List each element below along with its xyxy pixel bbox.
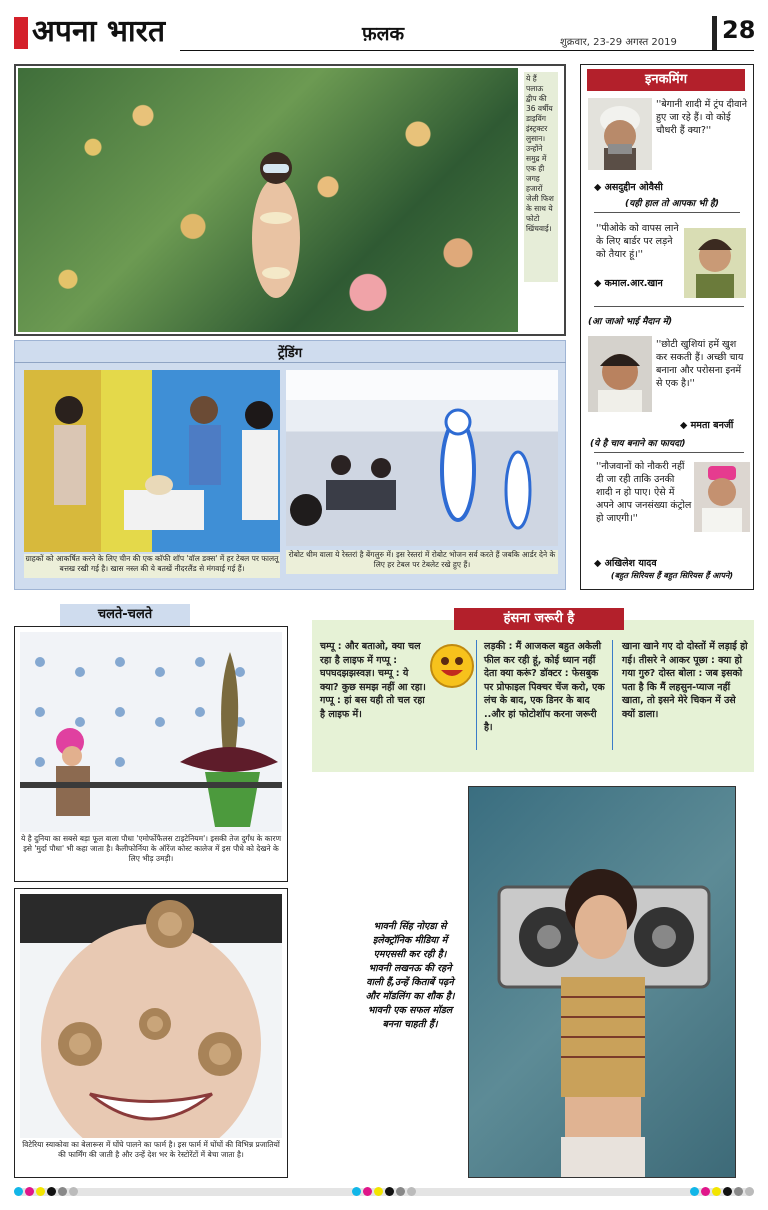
joke-divider-1 xyxy=(476,640,477,750)
kamaal-khan-photo xyxy=(684,228,746,298)
flower-scene xyxy=(20,632,282,832)
footer-dot xyxy=(745,1187,754,1196)
page-number-divider xyxy=(712,16,717,50)
hasna-title: हंसना जरूरी है xyxy=(454,608,624,630)
incoming-name-3-text: ममता बनर्जी xyxy=(690,420,734,431)
footer-dot xyxy=(407,1187,416,1196)
footer-dot xyxy=(690,1187,699,1196)
footer-dot xyxy=(374,1187,383,1196)
mamata-photo xyxy=(588,336,652,412)
incoming-quote-3: ''छोटी खुशियां हमें खुश कर सकती हैं। अच्छी चाय बनाना और परोसना इनमें से एक है।'' xyxy=(656,339,744,389)
chalte-title-bar: चलते-चलते xyxy=(60,604,190,626)
footer-dot xyxy=(723,1187,732,1196)
footer-dot xyxy=(701,1187,710,1196)
laughing-emoji-icon xyxy=(430,644,474,688)
robot-restaurant-photo xyxy=(286,370,558,546)
incoming-divider-1 xyxy=(594,212,740,213)
owaisi-photo xyxy=(588,98,652,170)
masthead xyxy=(0,0,768,58)
footer-bar xyxy=(14,1188,754,1196)
incoming-comment-2: (आ जाओ भाई मैदान में) xyxy=(588,317,673,327)
logo-text: अपना भारत xyxy=(32,14,166,49)
jellyfish-photo xyxy=(18,68,518,332)
incoming-name-1: ◆ असदुद्दीन ओवैसी xyxy=(594,182,663,193)
joke-3: खाना खाने गए दो दोस्तों में लड़ाई हो गई। तीसरे ने आकर पूछा : क्या हो गया गुरु? दोस्त बोला : जब इसको पता है कि मैं लहसुन-प्याज नहीं खाता, तो इसने मेरे चिकन में उसे क्यों डाला। xyxy=(622,641,748,720)
incoming-name-2: ◆ कमाल.आर.खान xyxy=(594,278,663,289)
issue-date: शुक्रवार, 23-29 अगस्त 2019 xyxy=(560,37,677,48)
footer-dot xyxy=(352,1187,361,1196)
logo-red-bar xyxy=(14,17,28,49)
incoming-quote-2: ''पीओके को वापस लाने के लिए बार्डर पर लड़ने को तैयार हूं।'' xyxy=(596,223,679,260)
top-photo-caption: ये हैं पलाऊ द्वीप की 36 वर्षीय डाइविंग इंस्ट्रक्टर लुसान। उन्होंने समुद्र में एक ही जगह हजारों जेली फिश के साथ ये फोटो खिंचवाई। xyxy=(524,72,558,282)
robot-scene xyxy=(286,370,558,546)
incoming-comment-1: (यही हाल तो आपका भी है) xyxy=(625,199,719,209)
incoming-quote-1: ''बेगानी शादी में ट्रंप दीवाने हुए जा रहे हैं। वो कोई चौधरी हैं क्या?'' xyxy=(656,99,748,136)
incoming-name-2-text: कमाल.आर.खान xyxy=(604,278,663,289)
incoming-quote-4: ''नौजवानों को नौकरी नहीं दी जा रही ताकि उनकी शादी न हो पाए। ऐसे में अपने आप जनसंख्या कंट्रोल हो जाएगी।'' xyxy=(596,461,692,524)
model-text: भावनी सिंह नोएडा से इलेक्ट्रॉनिक मीडिया में एमएससी कर रही है। भावनी लखनऊ की रहने वाली हैं,उन्हें किताबें पढ़ने और मॉडलिंग का शौक है। भावनी एक सफल मॉडल बनना चाहती हैं। xyxy=(365,921,455,1030)
incoming-title: इनकमिंग xyxy=(587,69,745,91)
incoming-name-1-text: असदुद्दीन ओवैसी xyxy=(604,182,663,193)
footer-dot xyxy=(47,1187,56,1196)
diver-figure xyxy=(18,68,518,332)
cafe-people xyxy=(24,370,280,552)
footer-dot xyxy=(396,1187,405,1196)
footer-dot xyxy=(25,1187,34,1196)
footer-dot xyxy=(734,1187,743,1196)
duck-cafe-photo xyxy=(24,370,280,552)
section-name: फ़लक xyxy=(362,23,405,45)
corpse-flower-photo xyxy=(20,632,282,832)
incoming-comment-3: (ये है चाय बनाने का फायदा) xyxy=(590,439,686,449)
model-scene xyxy=(469,787,736,1178)
incoming-comment-4: (बहुत सिरियस हैं बहुत सिरियस हैं आपने) xyxy=(610,571,734,580)
incoming-name-4-text: अखिलेश यादव xyxy=(604,558,657,569)
incoming-divider-2 xyxy=(594,306,744,307)
footer-dot xyxy=(58,1187,67,1196)
joke-divider-2 xyxy=(612,640,613,750)
joke-2: लड़की : मैं आजकल बहुत अकेली फील कर रही हूं, कोई ध्यान नहीं देता क्या करूं? डॉक्टर : फेसबुक पर प्रोफाइल पिक्चर चेंज करो, एक लंच के बाद, एक डिनर के बाद ..और हां फोटोशॉप करना जरूरी है। xyxy=(484,641,605,733)
snail-face-photo xyxy=(20,894,282,1138)
duck-cafe-caption: ग्राहकों को आकर्षित करने के लिए चीन की एक कॉफी शॉप 'वॉल डक्स' में हर टेबल पर फालतू बत्तख रखी गई है। खास नस्ल की ये बतखें नीदरलैंड से मंगवाई गई हैं। xyxy=(24,554,280,578)
incoming-name-4: ◆ अखिलेश यादव xyxy=(594,558,657,569)
trending-title: ट्रेंडिंग xyxy=(277,346,303,361)
page-number: 28 xyxy=(722,16,756,44)
footer-dot xyxy=(36,1187,45,1196)
incoming-name-3: ◆ ममता बनर्जी xyxy=(680,420,734,431)
incoming-divider-3 xyxy=(594,452,744,453)
akhilesh-photo xyxy=(694,462,750,532)
joke-1: चम्पू : और बताओ, क्या चल रहा है लाइफ में गप्पू : घपघदझझस्वज्ञ। चम्पू : ये क्या? कुछ समझ नहीं आ रहा। गप्पू : हां बस यही तो चल रहा है लाइफ में। xyxy=(320,641,426,720)
model-photo xyxy=(468,786,736,1178)
snail-caption: विटेरिया स्याकोवा का बेलारूस में घोंघे पालने का फार्म है। इस फार्म में घोंघों की विभिन्न प्रजातियों की फार्मिंग की जाती है और उन्हें देश भर के रेस्टोरेंटों में बेचा जाता है। xyxy=(20,1140,282,1174)
trending-title-rule xyxy=(14,362,566,363)
footer-dot xyxy=(385,1187,394,1196)
footer-dot xyxy=(363,1187,372,1196)
masthead-rule xyxy=(180,50,754,51)
footer-dot xyxy=(69,1187,78,1196)
footer-dot xyxy=(712,1187,721,1196)
footer-dot xyxy=(14,1187,23,1196)
robot-restaurant-caption: रोबोट थीम वाला ये रेस्तरां है बेंगलुरु में। इस रेस्तरां में रोबोट भोजन सर्व करते हैं जबकि आर्डर देने के लिए हर टेबल पर टेबलेट रखे हुए हैं। xyxy=(286,550,558,574)
corpse-flower-caption: ये है दुनिया का सबसे बड़ा फूल वाला पौधा 'एमोर्फोफैलस टाइटेनियम'। इसकी तेज दुर्गंध के कारण इसे 'मुर्दा पौधा' भी कहा जाता है। कैलीफोर्निया के ऑरेंज कोस्ट कालेज में इस पौधे को देखने के लिए भीड़ उमड़ी। xyxy=(20,834,282,878)
snail-face-scene xyxy=(20,894,282,1138)
